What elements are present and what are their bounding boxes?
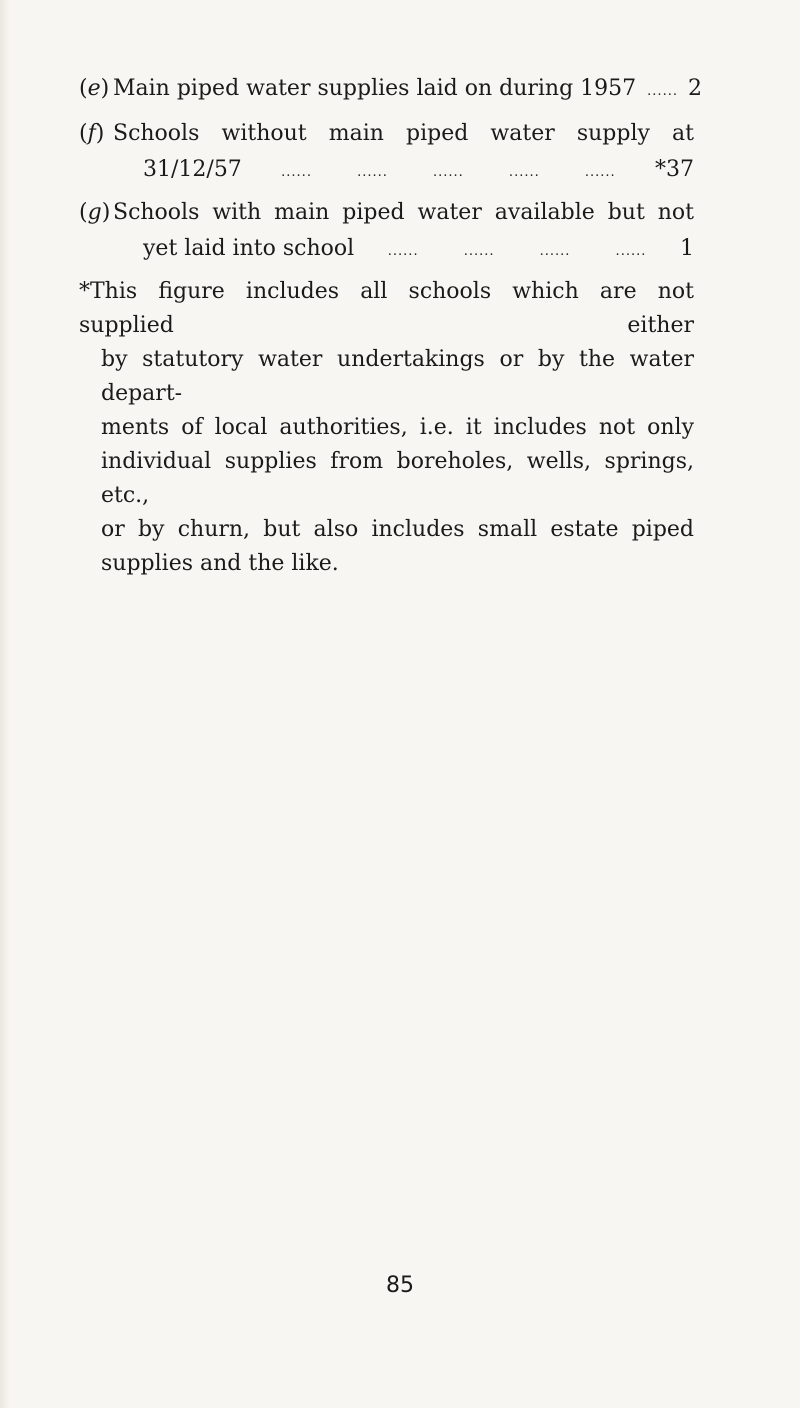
entry-g-value: 1 xyxy=(680,236,694,261)
entry-e-line-1 xyxy=(113,72,702,109)
footnote-line-2: by statutory water undertakings or by the water depart- xyxy=(101,347,694,406)
footnote-line-5: or by churn, but also includes small estate piped xyxy=(101,517,694,542)
entry-g-leader: ...... ...... ...... ...... xyxy=(387,244,647,259)
entry-g-line-1: Schools with main piped water available but not xyxy=(113,200,694,225)
footnote-line-1: *This figure includes all schools which are not supplied either xyxy=(79,279,694,338)
entry-f-value: *37 xyxy=(655,157,694,182)
entry-g-line-2 xyxy=(143,232,694,269)
entry-e-label: Main piped water supplies laid on during 1957 xyxy=(113,76,637,101)
entry-g-label-2: yet laid into school xyxy=(143,236,355,261)
page-number: 85 xyxy=(386,1273,414,1298)
page-edge-shadow xyxy=(0,0,10,1408)
footnote-line-3: ments of local authorities, i.e. it includes not only xyxy=(101,415,694,440)
entry-f-marker: (f) xyxy=(79,121,105,146)
footnote-line-6: supplies and the like. xyxy=(101,551,339,576)
footnote xyxy=(79,275,694,581)
entry-f-date: 31/12/57 xyxy=(143,157,242,182)
entry-f-leader: ...... ...... ...... ...... ...... xyxy=(281,165,616,180)
entry-e-leader: ...... xyxy=(647,84,678,99)
entry-f-line-2 xyxy=(143,153,694,190)
entry-g-marker: (g) xyxy=(79,200,111,225)
entry-e-marker: (e) xyxy=(79,76,110,101)
footnote-line-4: individual supplies from boreholes, wells, springs, etc., xyxy=(101,449,694,508)
entry-e-value: 2 xyxy=(687,76,702,101)
entry-f-line-1: Schools without main piped water supply at xyxy=(113,121,694,146)
